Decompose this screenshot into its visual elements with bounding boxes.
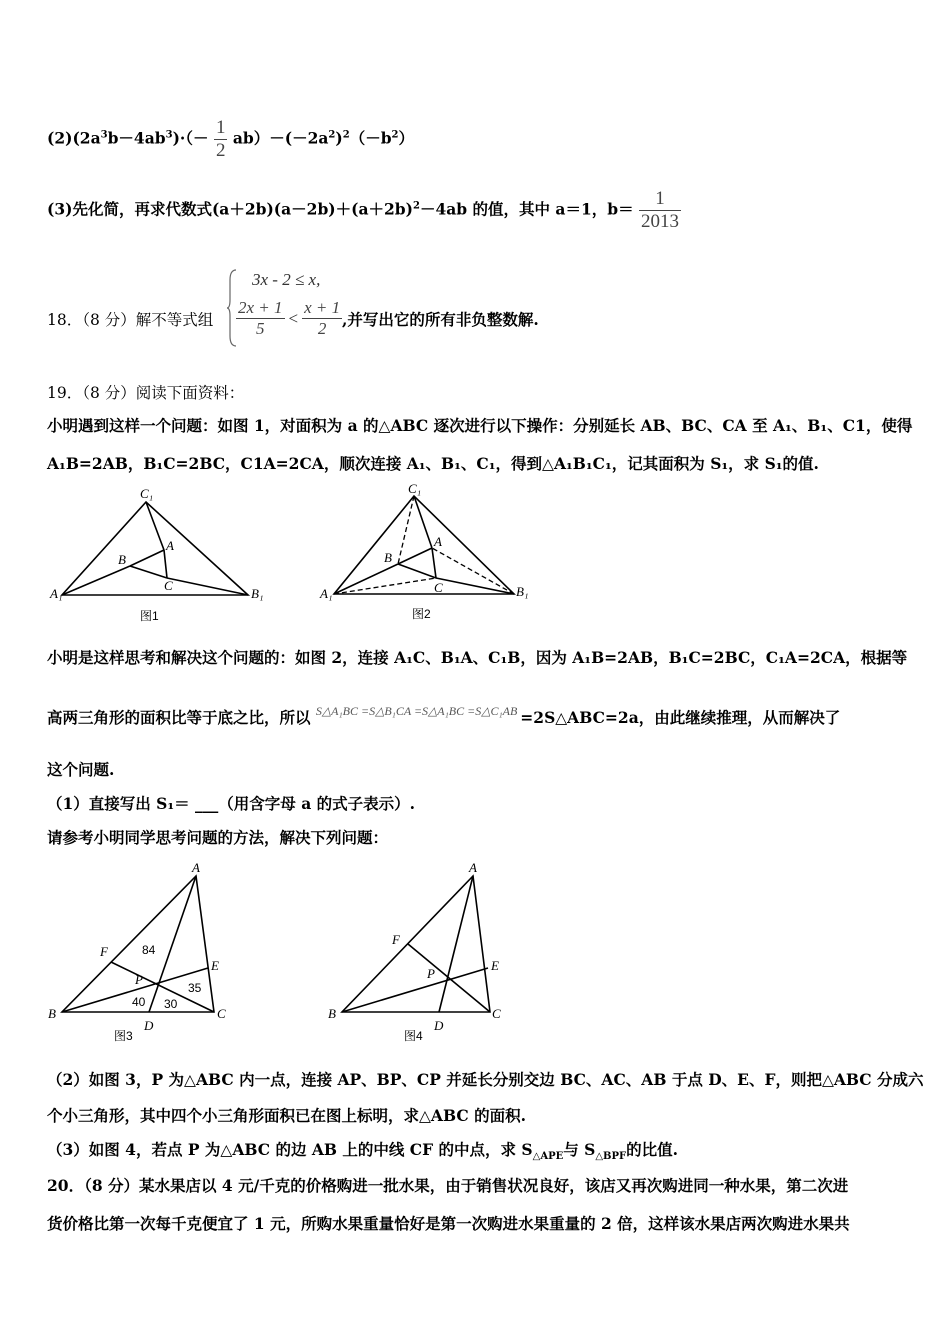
q19-question-2-line1: （2）如图 3，P 为△ABC 内一点，连接 AP、BP、CP 并延长分别交边 BC、AC、AB 于点 D、E、F，则把△ABC 分成六 bbox=[47, 1070, 924, 1089]
q19-title: 19．（8 分）阅读下面资料： bbox=[47, 384, 245, 402]
fig2-label-c1: C₁ bbox=[408, 482, 422, 496]
q19-intro-1: 小明遇到这样一个问题：如图 1，对面积为 a 的△ABC 逐次进行以下操作：分别延长 AB、BC、CA 至 A₁、B₁、C1，使得 bbox=[47, 416, 913, 435]
q19-intro-2: A₁B=2AB，B₁C=2BC，C1A=2CA，顺次连接 A₁、B₁、C₁，得到△A₁B₁C₁，记其面积为 S₁，求 S₁的值. bbox=[47, 454, 819, 473]
b-fraction: $\frac{1}{2013}$ bbox=[640, 188, 679, 232]
area-ratio-expression: S△A₁BC =S△B₁CA =S△A₁BC =S△C₁AB bbox=[315, 704, 518, 718]
fig3-area-30: 30 bbox=[164, 997, 178, 1011]
fig1-label-b: B bbox=[118, 552, 126, 567]
fig2-label-b1: B₁ bbox=[516, 584, 529, 599]
fig4-label-p: P bbox=[427, 966, 435, 981]
fig3-caption: 图3 bbox=[114, 1029, 133, 1043]
fig2-caption: 图2 bbox=[412, 607, 431, 621]
q19-think-3: 这个问题. bbox=[47, 760, 115, 779]
q20-line1: 20．（8 分）某水果店以 4 元/千克的价格购进一批水果，由于销售状况良好，该店又再次购进同一种水果，第二次进 bbox=[47, 1176, 849, 1195]
fig3-label-a: A bbox=[192, 860, 200, 875]
q19-think-2: 高两三角形的面积比等于底之比，所以 $^{S\triangle A_1BC =S\triangle B_1CA =S\triangle A_1BC =S\triangle C_1AB}$ =2S△ABC=2a，由此继续推理，从而解决了 bbox=[47, 704, 841, 727]
fig3-area-40: 40 bbox=[132, 995, 146, 1009]
fig4-label-f: F bbox=[392, 932, 400, 947]
fig2-label-c: C bbox=[434, 580, 443, 595]
fig4-label-d: D bbox=[434, 1018, 444, 1033]
q19-method: 请参考小明同学思考问题的方法，解决下列问题： bbox=[47, 828, 389, 847]
figure-4 bbox=[324, 856, 524, 1046]
fig3-label-p: P bbox=[135, 972, 143, 987]
fig3-label-b: B bbox=[48, 1006, 56, 1021]
q19-question-1: （1）直接写出 S₁＝ ___（用含字母 a 的式子表示）. bbox=[47, 794, 416, 813]
figure-2 bbox=[318, 482, 538, 622]
q17-part3: (3)先化简，再求代数式$(a+2b)(a-2b)+(a+2b)^2-4ab$ 的值，其中 a＝1，b＝ $\frac{1}{2013}$ bbox=[47, 188, 679, 232]
fig3-label-f: F bbox=[100, 944, 108, 959]
fig3-area-84: 84 bbox=[142, 943, 156, 957]
q18-prefix: 18．（8 分）解不等式组 bbox=[47, 311, 214, 329]
fig3-label-c: C bbox=[217, 1006, 226, 1021]
inequality-1: 3x - 2 ≤ x, bbox=[252, 270, 321, 289]
fig3-label-d: D bbox=[144, 1018, 154, 1033]
fig4-caption: 图4 bbox=[404, 1029, 423, 1043]
q19-question-3: （3）如图 4，若点 P 为△ABC 的边 AB 上的中线 CF 的中点，求 $S_{\triangle APE}$与 $S_{\triangle BPF}$的比值. bbox=[47, 1140, 678, 1163]
q19-question-2-line2: 个小三角形，其中四个小三角形面积已在图上标明，求△ABC 的面积. bbox=[47, 1106, 526, 1125]
fig4-label-b: B bbox=[328, 1006, 336, 1021]
fig3-label-e: E bbox=[211, 958, 219, 973]
fig1-label-c: C bbox=[164, 578, 173, 593]
figure-1 bbox=[48, 482, 268, 622]
fig1-label-a: A bbox=[166, 538, 174, 553]
q20-line2: 货价格比第一次每千克便宜了 1 元，所购水果重量恰好是第一次购进水果重量的 2 倍，这样该水果店两次购进水果共 bbox=[47, 1214, 850, 1233]
fig2-label-b: B bbox=[384, 550, 392, 565]
half-fraction: $\frac{1}{2}$ bbox=[215, 117, 226, 161]
q17-part2: $(2)(2a^3b-4ab^3)\cdot(-$ $\frac{1}{2}$ $ab)-(-2a^2)^2(-b^2)$ bbox=[47, 117, 415, 161]
q18-suffix: ,并写出它的所有非负整数解. bbox=[342, 310, 539, 329]
fig1-label-b1: B₁ bbox=[251, 586, 264, 601]
fig2-label-a1: A₁ bbox=[320, 586, 333, 601]
inequality-2: $\frac{2x + 1}{5}$ < $\frac{x + 1}{2}$ bbox=[238, 298, 341, 338]
fig3-area-35: 35 bbox=[188, 981, 202, 995]
fig1-label-a1: A₁ bbox=[50, 586, 63, 601]
fig2-label-a: A bbox=[434, 534, 442, 549]
fig1-label-c1: C₁ bbox=[140, 486, 154, 501]
fig1-caption: 图1 bbox=[140, 609, 159, 622]
figure-3 bbox=[44, 856, 244, 1046]
fig4-label-c: C bbox=[492, 1006, 501, 1021]
q19-think-1: 小明是这样思考和解决这个问题的：如图 2，连接 A₁C、B₁A、C₁B，因为 A₁B=2AB，B₁C=2BC，C₁A=2CA，根据等 bbox=[47, 648, 908, 667]
fig4-label-a: A bbox=[469, 860, 477, 875]
fig4-label-e: E bbox=[491, 958, 499, 973]
